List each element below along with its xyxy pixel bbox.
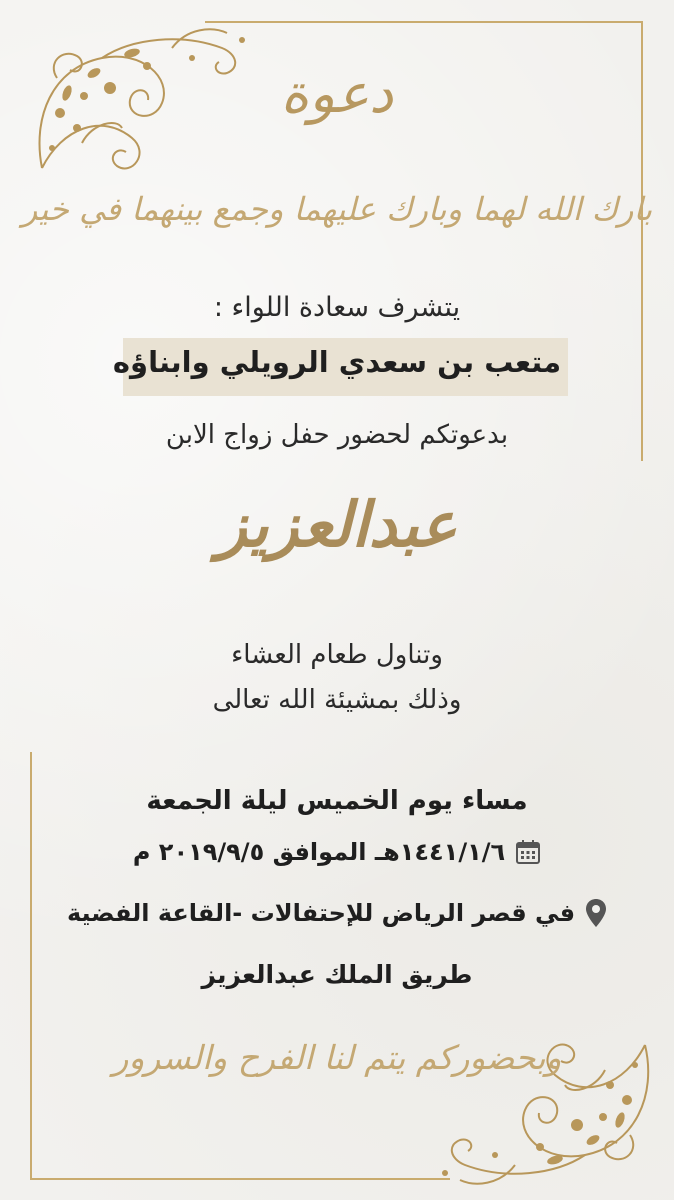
dinner-line: وتناول طعام العشاء <box>231 640 443 670</box>
event-location-row <box>0 898 674 928</box>
invitation-title: دعوة <box>280 62 394 125</box>
closing-phrase: وبحضوركم يتم لنا الفرح والسرور <box>112 1038 562 1077</box>
event-date-row <box>0 838 674 866</box>
map-pin-icon <box>585 898 607 928</box>
event-day: مساء يوم الخميس ليلة الجمعة <box>146 786 528 816</box>
groom-name: عبدالعزيز <box>217 488 457 561</box>
invite-line: بدعوتكم لحضور حفل زواج الابن <box>165 420 509 450</box>
frame-bottom-line <box>30 1178 450 1180</box>
god-willing-line: وذلك بمشيئة الله تعالى <box>212 685 462 715</box>
event-road: طريق الملك عبدالعزيز <box>201 960 473 989</box>
wedding-blessing: بارك الله لهما وبارك عليهما وجمع بينهما في خير <box>21 190 653 228</box>
frame-top-line <box>205 21 643 23</box>
calendar-icon <box>515 839 541 865</box>
event-date: ١٤٤١/١/٦هـ الموافق ٢٠١٩/٩/٥ م <box>132 838 506 866</box>
event-location: في قصر الرياض للإحتفالات -القاعة الفضية <box>66 899 576 927</box>
host-name: متعب بن سعدي الرويلي وابناؤه <box>112 345 562 379</box>
honor-line: يتشرف سعادة اللواء : <box>213 292 461 323</box>
